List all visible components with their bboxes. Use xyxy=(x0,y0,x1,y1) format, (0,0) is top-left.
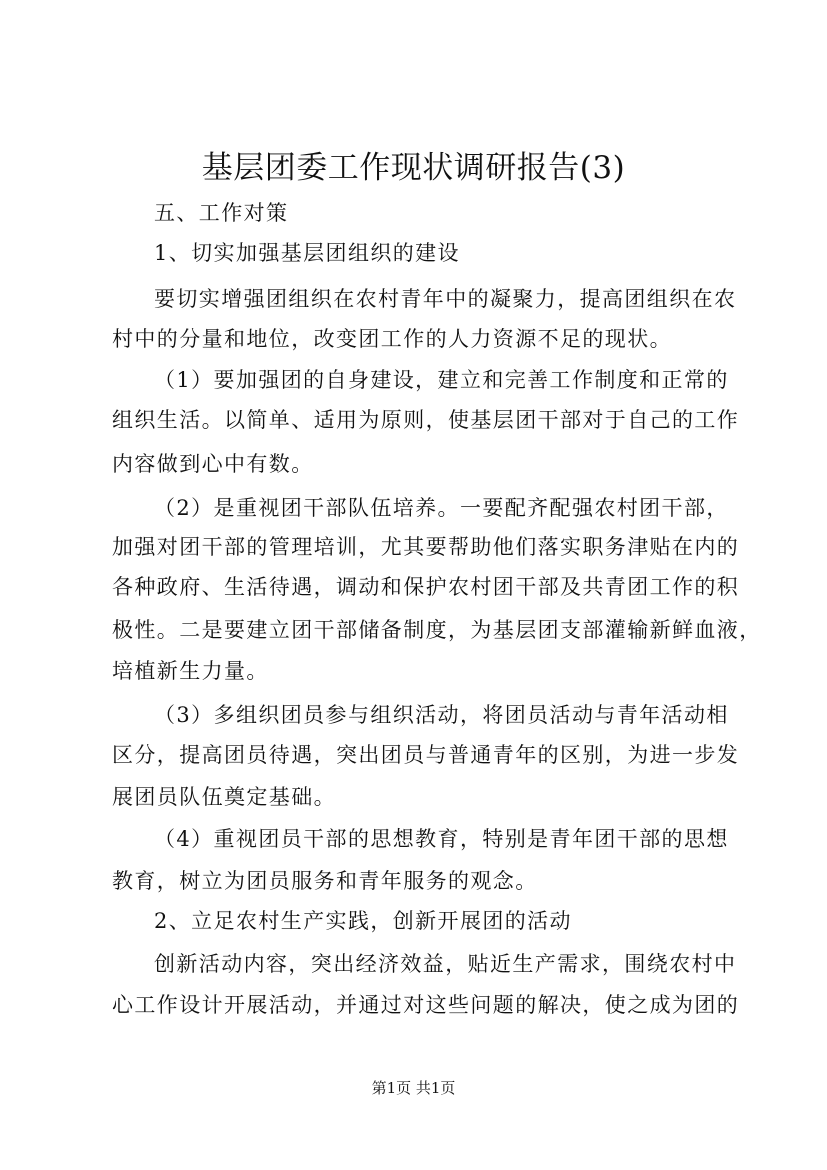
subsection-heading: 2、立足农村生产实践，创新开展团的活动 xyxy=(154,909,572,933)
paragraph-line: 展团员队伍奠定基础。 xyxy=(112,785,336,809)
paragraph-line: 村中的分量和地位，改变团工作的人力资源不足的现状。 xyxy=(112,327,672,351)
document-title: 基层团委工作现状调研报告(3) xyxy=(201,150,626,186)
paragraph-line: 心工作设计开展活动，并通过对这些问题的解决，使之成为团的 xyxy=(112,993,740,1017)
paragraph-line: 培植新生力量。 xyxy=(112,659,269,683)
paragraph-line: 创新活动内容，突出经济效益，贴近生产需求，围绕农村中 xyxy=(154,952,737,976)
paragraph-line: 内容做到心中有数。 xyxy=(112,452,314,476)
paragraph-line: 要切实增强团组织在农村青年中的凝聚力，提高团组织在农 xyxy=(154,287,737,311)
page-footer: 第1页 共1页 xyxy=(371,1079,456,1097)
paragraph-line: 各种政府、生活待遇，调动和保护农村团干部及共青团工作的积 xyxy=(112,575,740,599)
paragraph-line: （3）多组织团员参与组织活动，将团员活动与青年活动相 xyxy=(154,703,729,727)
subsection-heading: 1、切实加强基层团组织的建设 xyxy=(154,241,460,265)
paragraph-line: （4）重视团员干部的思想教育，特别是青年团干部的思想 xyxy=(154,827,729,851)
paragraph-line: 区分，提高团员待遇，突出团员与普通青年的区别，为进一步发 xyxy=(112,743,740,767)
paragraph-line: （1）要加强团的自身建设，建立和完善工作制度和正常的 xyxy=(154,368,729,392)
paragraph-line: 极性。二是要建立团干部储备制度，为基层团支部灌输新鲜血液， xyxy=(112,618,762,642)
paragraph-line: （2）是重视团干部队伍培养。一要配齐配强农村团干部， xyxy=(154,496,729,520)
section-heading: 五、工作对策 xyxy=(154,201,289,225)
paragraph-line: 加强对团干部的管理培训，尤其要帮助他们落实职务津贴在内的 xyxy=(112,535,740,559)
paragraph-line: 教育，树立为团员服务和青年服务的观念。 xyxy=(112,869,538,893)
paragraph-line: 组织生活。以简单、适用为原则，使基层团干部对于自己的工作 xyxy=(112,408,740,432)
